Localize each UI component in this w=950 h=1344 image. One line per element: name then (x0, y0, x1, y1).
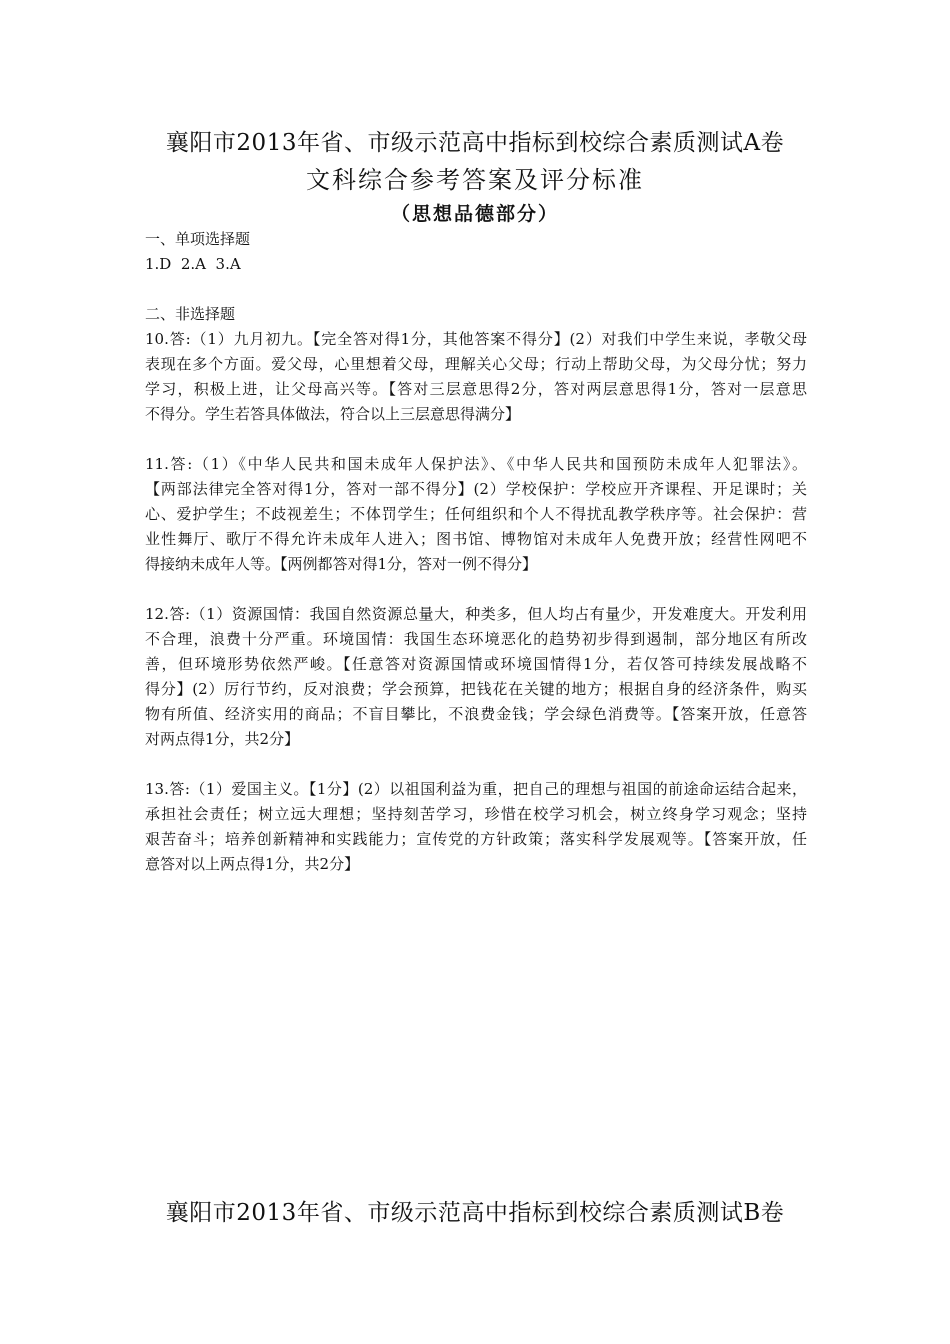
question-11 (145, 452, 807, 577)
q11-line: 【两部法律完全答对得1分，答对一部不得分】(2）学校保护：学校应开齐课程、开足课时；关 (145, 480, 807, 498)
document-title-a: 襄阳市2013年省、市级示范高中指标到校综合素质测试A卷 (165, 130, 785, 156)
question-12 (145, 602, 807, 752)
q11-line: 得接纳未成年人等。【两例都答对得1分，答对一例不得分】 (145, 555, 538, 573)
q12-line: 得分】(2）厉行节约，反对浪费；学会预算，把钱花在关键的地方；根据自身的经济条件，购买 (145, 680, 807, 698)
q11-line: 心、爱护学生；不歧视差生；不体罚学生；任何组织和个人不得扰乱教学秩序等。社会保护：营 (145, 505, 807, 523)
q12-line: 善，但环境形势依然严峻。【任意答对资源国情或环境国情得1分，若仅答可持续发展战略不 (145, 655, 807, 673)
section2-heading: 二、非选择题 (145, 305, 236, 323)
question-10 (145, 327, 807, 427)
document-body (145, 227, 807, 877)
document-subtitle: （思想品德部分） (390, 203, 559, 225)
question-13 (145, 777, 807, 877)
q13-line: 13.答:（1）爱国主义。【1分】(2）以祖国利益为重，把自己的理想与祖国的前途命运结合起来， (145, 780, 807, 798)
section1-answers: 1.D 2.A 3.A (145, 255, 241, 273)
q10-line: 学习，积极上进，让父母高兴等。【答对三层意思得2分，答对两层意思得1分，答对一层意思 (145, 380, 807, 398)
document-title-b: 襄阳市2013年省、市级示范高中指标到校综合素质测试B卷 (165, 1200, 785, 1226)
q10-line: 表现在多个方面。爱父母，心里想着父母，理解关心父母；行动上帮助父母，为父母分忧；努力 (145, 355, 807, 373)
q12-line: 对两点得1分，共2分】 (145, 730, 300, 748)
q12-line: 物有所值、经济实用的商品；不盲目攀比，不浪费金钱；学会绿色消费等。【答案开放，任意答 (145, 705, 807, 723)
q13-line: 艰苦奋斗；培养创新精神和实践能力；宣传党的方针政策；落实科学发展观等。【答案开放，任 (145, 830, 807, 848)
q10-line: 10.答:（1）九月初九。【完全答对得1分，其他答案不得分】(2）对我们中学生来说，孝敬父母 (145, 330, 807, 348)
q13-line: 意答对以上两点得1分，共2分】 (145, 855, 360, 873)
q10-line: 不得分。学生若答具体做法，符合以上三层意思得满分】 (145, 405, 521, 423)
q12-line: 不合理，浪费十分严重。环境国情：我国生态环境恶化的趋势初步得到遏制，部分地区有所改 (145, 630, 807, 648)
q13-line: 承担社会责任；树立远大理想；坚持刻苦学习，珍惜在校学习机会，树立终身学习观念；坚持 (145, 805, 807, 823)
section1-heading: 一、单项选择题 (145, 230, 251, 248)
q12-line: 12.答:（1）资源国情：我国自然资源总量大，种类多，但人均占有量少，开发难度大。开发利用 (145, 605, 807, 623)
q11-line: 业性舞厅、歌厅不得允许未成年人进入；图书馆、博物馆对未成年人免费开放；经营性网吧不 (145, 530, 807, 548)
q11-line: 11.答:（1）《中华人民共和国未成年人保护法》、《中华人民共和国预防未成年人犯罪法》。 (145, 455, 807, 473)
document-main-title: 文科综合参考答案及评分标准 (306, 166, 644, 194)
